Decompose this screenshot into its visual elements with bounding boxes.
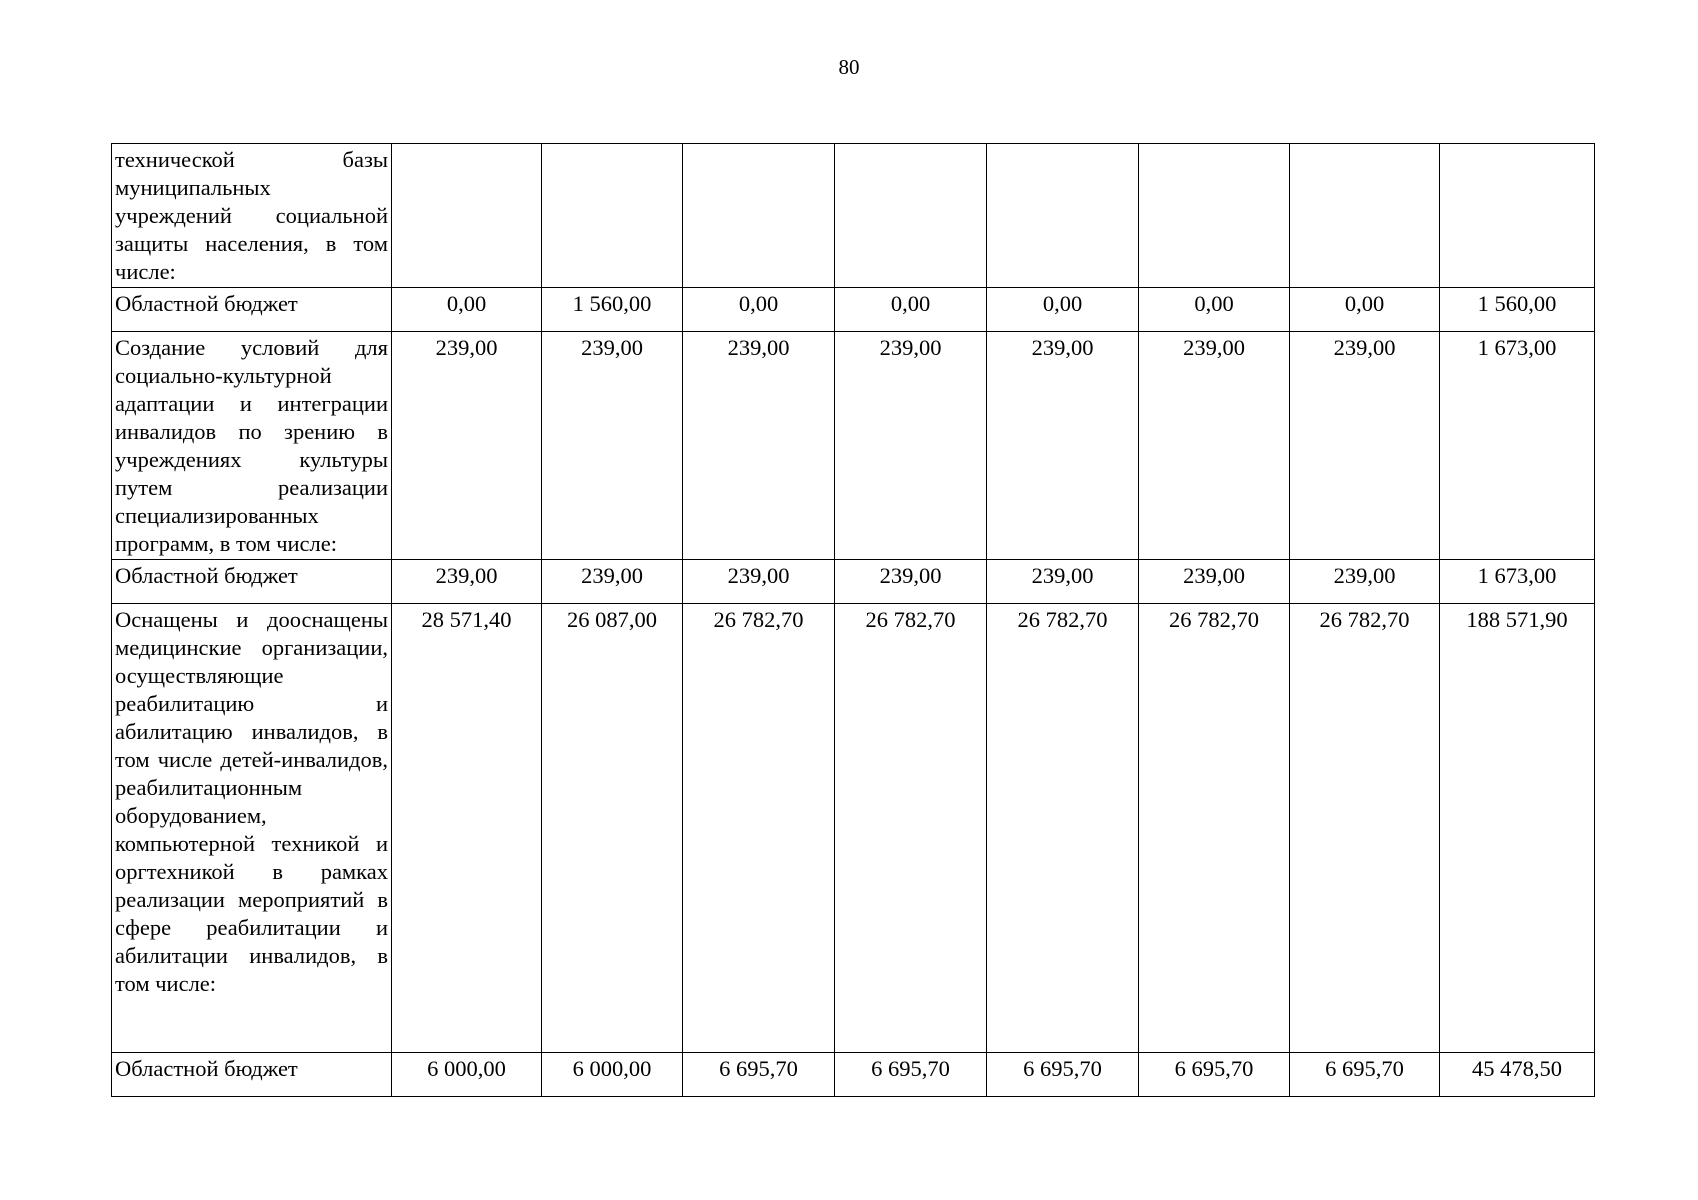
value-cell: 239,00: [683, 332, 835, 560]
measure-row: [112, 144, 1595, 288]
value-cell: 1 560,00: [542, 288, 683, 332]
value-cell: 239,00: [835, 560, 987, 604]
value-cell: 6 695,70: [1139, 1053, 1290, 1097]
value-cell-total: 1 673,00: [1440, 560, 1595, 604]
budget-source-label: Областной бюджет: [112, 560, 392, 604]
table-body: [112, 144, 1595, 1097]
value-cell: 26 782,70: [987, 604, 1139, 1053]
value-cell: 239,00: [987, 560, 1139, 604]
measure-description: Оснащены и дооснащены медицинские организации, осуществляющие реабилитацию и абилитацию инвалидов, в том числе детей-инвалидов, реабилитационным оборудованием, компьютерной техникой и оргтехникой в рамках реализации мероприятий в сфере реабилитации и абилитации инвалидов, в том числе:: [112, 604, 392, 1053]
value-cell: 6 695,70: [835, 1053, 987, 1097]
value-cell: 239,00: [1290, 560, 1440, 604]
budget-source-row: [112, 560, 1595, 604]
value-cell: 0,00: [683, 288, 835, 332]
measure-row: [112, 332, 1595, 560]
value-cell: 6 000,00: [392, 1053, 542, 1097]
value-cell: 239,00: [987, 332, 1139, 560]
budget-source-row: [112, 1053, 1595, 1097]
budget-source-label: Областной бюджет: [112, 288, 392, 332]
value-cell: 239,00: [683, 560, 835, 604]
value-cell: 6 695,70: [683, 1053, 835, 1097]
value-cell: 26 782,70: [1290, 604, 1440, 1053]
value-cell: 26 087,00: [542, 604, 683, 1053]
value-cell: 239,00: [542, 332, 683, 560]
value-cell: 26 782,70: [835, 604, 987, 1053]
measure-description: Создание условий для социально-культурной адаптации и интеграции инвалидов по зрению в учреждениях культуры путем реализации специализированных программ, в том числе:: [112, 332, 392, 560]
value-cell: 239,00: [1290, 332, 1440, 560]
value-cell: 26 782,70: [1139, 604, 1290, 1053]
value-cell: 239,00: [392, 560, 542, 604]
value-cell: 0,00: [1290, 288, 1440, 332]
value-cell: [392, 144, 542, 288]
budget-table: [111, 143, 1595, 1097]
value-cell: 0,00: [835, 288, 987, 332]
value-cell: 6 695,70: [987, 1053, 1139, 1097]
value-cell: [835, 144, 987, 288]
budget-source-label: Областной бюджет: [112, 1053, 392, 1097]
value-cell: 239,00: [835, 332, 987, 560]
value-cell: 239,00: [392, 332, 542, 560]
value-cell: [1139, 144, 1290, 288]
value-cell: 28 571,40: [392, 604, 542, 1053]
value-cell-total: 45 478,50: [1440, 1053, 1595, 1097]
value-cell: [987, 144, 1139, 288]
measure-row: [112, 604, 1595, 1053]
budget-source-row: [112, 288, 1595, 332]
value-cell: 0,00: [392, 288, 542, 332]
value-cell: 6 695,70: [1290, 1053, 1440, 1097]
value-cell-total: [1440, 144, 1595, 288]
value-cell: 26 782,70: [683, 604, 835, 1053]
value-cell: 239,00: [1139, 332, 1290, 560]
page-number: 80: [838, 55, 860, 79]
value-cell-total: 1 560,00: [1440, 288, 1595, 332]
value-cell: [683, 144, 835, 288]
value-cell: 239,00: [1139, 560, 1290, 604]
measure-description: технической базы муниципальных учреждений социальной защиты населения, в том числе:: [112, 144, 392, 288]
value-cell: [1290, 144, 1440, 288]
value-cell: [542, 144, 683, 288]
value-cell-total: 1 673,00: [1440, 332, 1595, 560]
value-cell: 239,00: [542, 560, 683, 604]
value-cell-total: 188 571,90: [1440, 604, 1595, 1053]
value-cell: 0,00: [1139, 288, 1290, 332]
value-cell: 6 000,00: [542, 1053, 683, 1097]
value-cell: 0,00: [987, 288, 1139, 332]
